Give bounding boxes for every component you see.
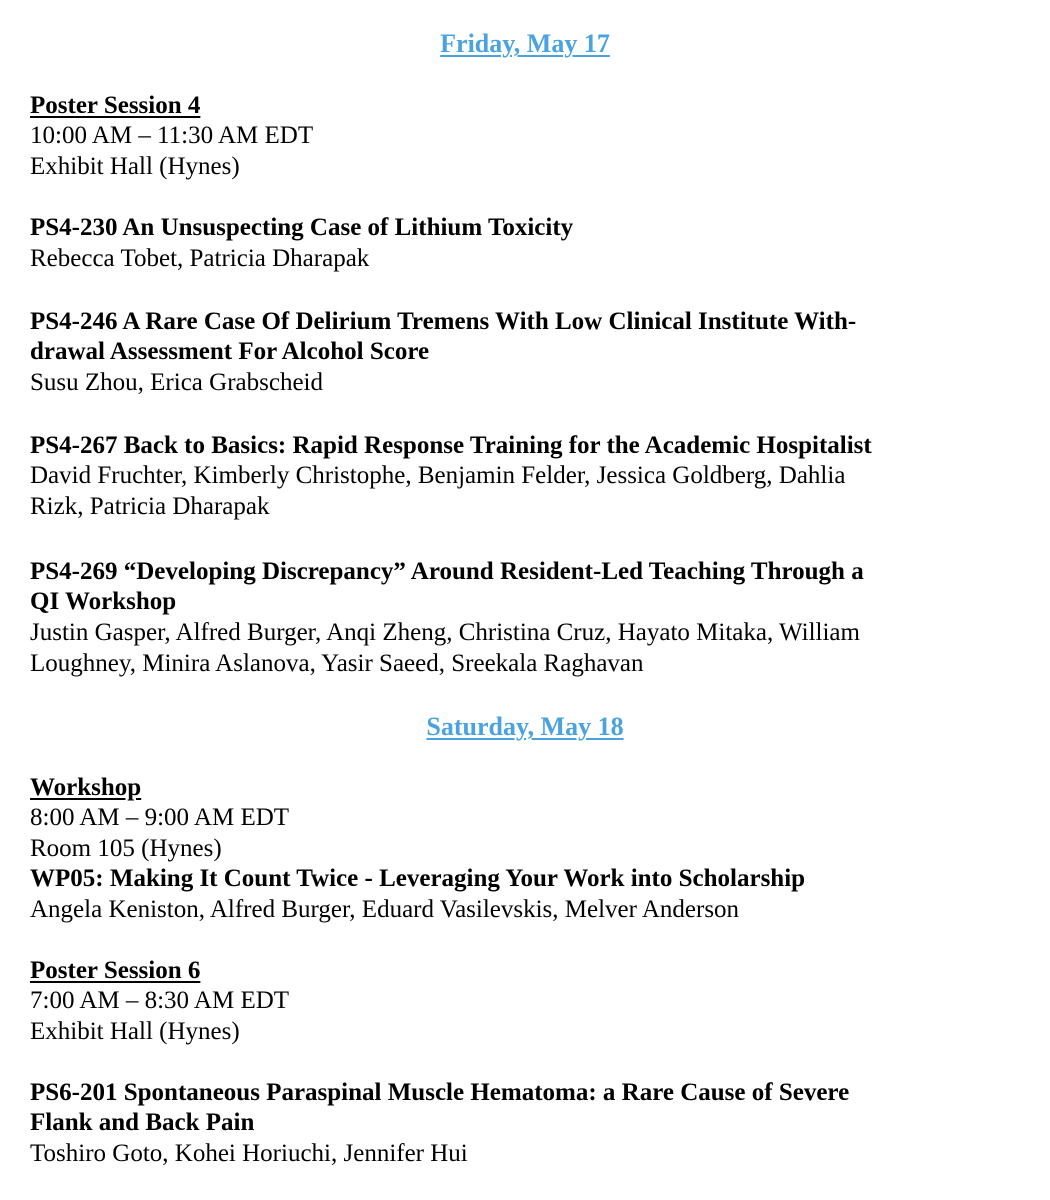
poster-title-ps6-201-line2: Flank and Back Pain [30,1109,255,1136]
poster-authors-ps4-269-line2: Loughney, Minira Aslanova, Yasir Saeed, Sreekala Raghavan [30,650,644,677]
poster-authors-ps4-267-line2: Rizk, Patricia Dharapak [30,493,270,520]
session-location: Exhibit Hall (Hynes) [30,1018,240,1045]
poster-authors-ps4-246: Susu Zhou, Erica Grabscheid [30,369,323,396]
session-location: Exhibit Hall (Hynes) [30,153,240,180]
session-type-poster-session-6: Poster Session 6 [30,957,201,984]
poster-title-ps4-269-line2: QI Workshop [30,588,177,615]
session-type-poster-session-4: Poster Session 4 [30,92,201,119]
day-heading-saturday: Saturday, May 18 [426,712,624,741]
poster-authors-ps4-267-line1: David Fruchter, Kimberly Christophe, Benjamin Felder, Jessica Goldberg, Dahlia [30,462,846,489]
session-time: 10:00 AM – 11:30 AM EDT [30,122,314,149]
poster-title-ps4-230: PS4-230 An Unsuspecting Case of Lithium Toxicity [30,214,574,241]
session-time: 8:00 AM – 9:00 AM EDT [30,804,290,831]
poster-authors-ps4-230: Rebecca Tobet, Patricia Dharapak [30,245,370,272]
poster-title-ps4-246-line2: drawal Assessment For Alcohol Score [30,338,430,365]
workshop-authors-wp05: Angela Keniston, Alfred Burger, Eduard Vasilevskis, Melver Anderson [30,896,740,923]
poster-authors-ps4-269-line1: Justin Gasper, Alfred Burger, Anqi Zheng, Christina Cruz, Hayato Mitaka, William [30,619,860,646]
poster-title-ps4-267: PS4-267 Back to Basics: Rapid Response Training for the Academic Hospitalist [30,432,872,459]
poster-title-ps4-246-line1: PS4-246 A Rare Case Of Delirium Tremens With Low Clinical Institute With- [30,308,857,335]
session-type-workshop: Workshop [30,774,142,801]
poster-title-ps6-201-line1: PS6-201 Spontaneous Paraspinal Muscle Hematoma: a Rare Cause of Severe [30,1079,850,1106]
session-location: Room 105 (Hynes) [30,835,222,862]
poster-title-ps4-269-line1: PS4-269 “Developing Discrepancy” Around Resident-Led Teaching Through a [30,558,864,585]
session-time: 7:00 AM – 8:30 AM EDT [30,987,290,1014]
day-heading-friday: Friday, May 17 [440,29,610,58]
workshop-title-wp05: WP05: Making It Count Twice - Leveraging Your Work into Scholarship [30,865,806,892]
poster-authors-ps6-201: Toshiro Goto, Kohei Horiuchi, Jennifer Hui [30,1140,468,1167]
